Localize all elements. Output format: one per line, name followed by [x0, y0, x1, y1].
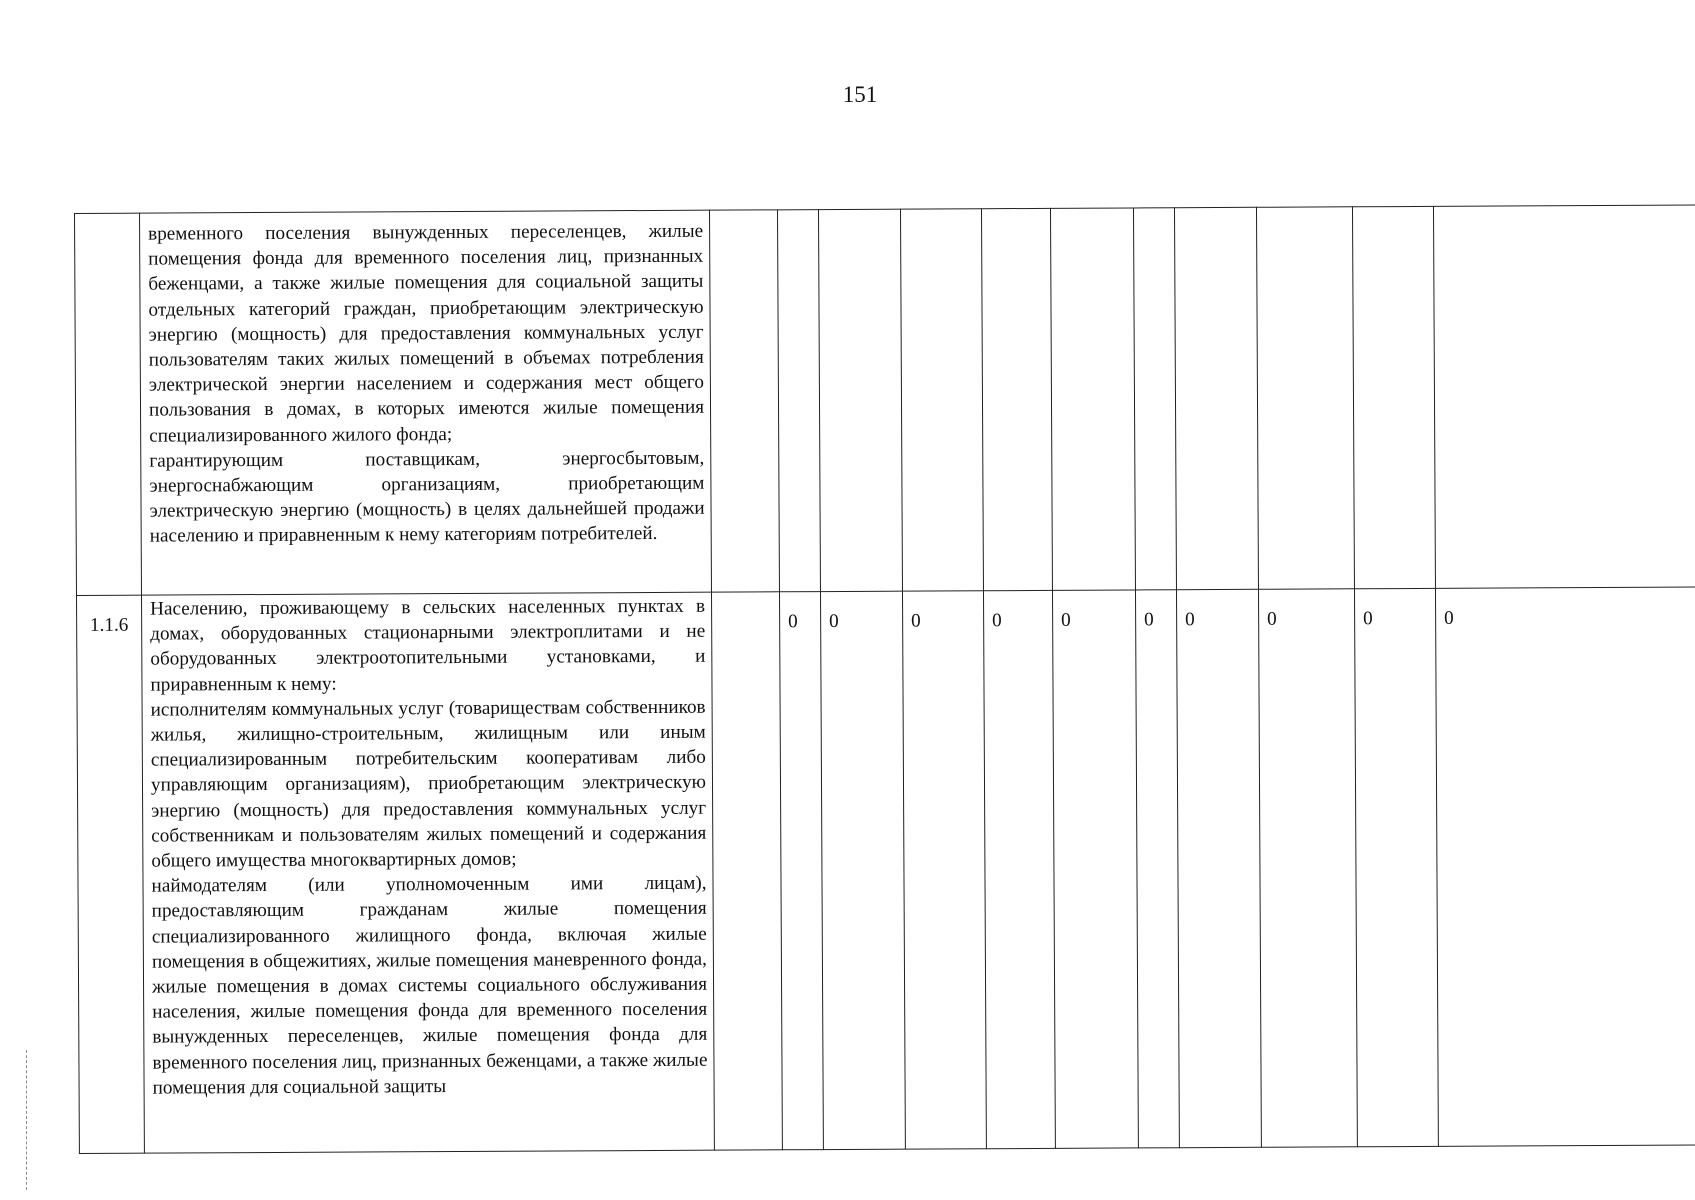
tariff-table — [74, 204, 1695, 1154]
description-paragraph: гарантирующим поставщикам, энергосбытовым, энергоснабжающим организациям, приобретающим электрическую энергию (мощность) в целях дальнейшей продажи населению и приравненным к нему категориям потребителей. — [149, 447, 705, 548]
value-cell: 0 — [1258, 589, 1357, 1147]
value-cell — [1352, 206, 1435, 588]
value-cell — [1050, 208, 1135, 590]
value-cell: 0 — [902, 591, 986, 1149]
description-paragraph: наймодателям (или уполномоченным ими лицам), предоставляющим гражданам жилые помещения специализированного жилищного фонда, включая жилые помещения в общежитиях, жилые помещения маневренного фонда, жилые помещения в домах системы социального обслуживания населения, жилые помещения фонда для временного поселения вынужденных переселенцев, жилые помещения фонда для временного поселения лиц, признанных беженцами, а также жилые помещения для социальной защиты — [151, 872, 708, 1099]
value-cell: 0 — [779, 592, 823, 1150]
value-cell: 0 — [1435, 587, 1695, 1147]
value-cell: 0 — [1135, 590, 1179, 1148]
description-paragraph: временного поселения вынужденных переселенцев, жилые помещения фонда для временного поселения лиц, признанных беженцами, а также жилые помещения для социальной защиты отдельных категорий граждан, приобретающим электрическую энергию (мощность) для предоставления коммунальных услуг пользователям таких жилых помещений в объемах потребления электрической энергии населением и содержания мест общего пользования в домах, в которых имеются жилые помещения специализированного жилого фонда; — [148, 220, 705, 447]
value-cell: 0 — [1176, 589, 1261, 1147]
row-number-cell: 1.1.6 — [77, 595, 145, 1153]
value-cell — [711, 592, 782, 1150]
table-row — [77, 587, 1695, 1154]
value-cell — [1174, 207, 1258, 589]
scan-edge-mark — [26, 1050, 27, 1190]
value-cell — [709, 210, 779, 592]
row-number-cell — [75, 213, 142, 595]
value-cell — [1433, 205, 1695, 589]
value-cell — [818, 209, 902, 591]
description-paragraph: исполнителям коммунальных услуг (товариществам собственников жилья, жилищно-строительным, жилищным или иным специализированным потребительским кооперативам либо управляющим организациям), приобретающим электрическую энергию (мощность) для предоставления коммунальных услуг собственникам и пользователям жилых помещений и содержания общего имущества многоквартирных домов; — [150, 696, 707, 872]
value-cell: 0 — [1052, 590, 1138, 1148]
description-cell — [140, 210, 712, 595]
table-row — [75, 205, 1695, 596]
value-cell — [900, 209, 983, 591]
value-cell — [1133, 208, 1176, 590]
value-cell: 0 — [820, 591, 905, 1149]
value-cell: 0 — [983, 590, 1055, 1148]
value-cell — [1256, 207, 1354, 589]
description-cell — [142, 592, 715, 1153]
value-cell — [981, 208, 1052, 590]
value-cell — [777, 210, 820, 592]
value-cell: 0 — [1354, 588, 1438, 1146]
description-paragraph: Населению, проживающему в сельских населенных пунктах в домах, оборудованных стационарными электроплитами и не оборудованных электроотопительными установками, и приравненным к нему: — [150, 595, 706, 696]
page-number: 151 — [842, 82, 878, 107]
